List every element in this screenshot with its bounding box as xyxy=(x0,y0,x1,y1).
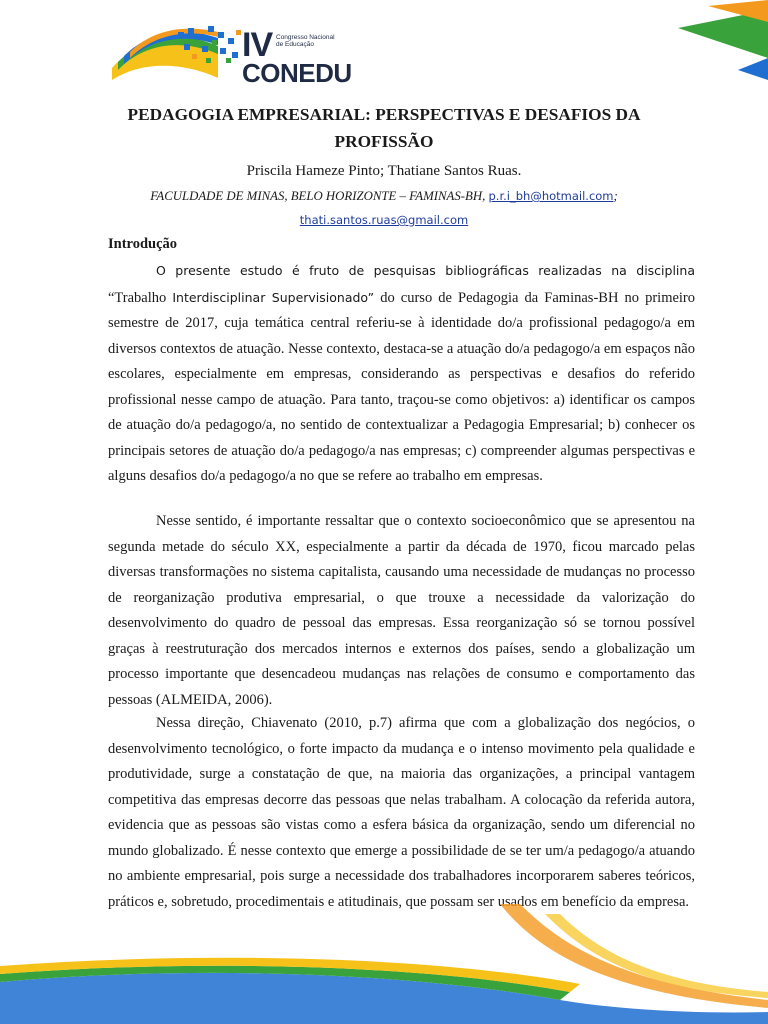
email-separator: ; xyxy=(613,189,618,203)
paragraph-1-course: Interdisciplinar Supervisionado” xyxy=(172,289,375,305)
title-line-2: PROFISSÃO xyxy=(334,132,434,151)
paragraph-2 xyxy=(108,509,695,713)
section-heading: Introdução xyxy=(108,236,178,252)
paragraph-1-start: O presente estudo é fruto de pesquisas bibliográficas realizadas na disciplina xyxy=(156,263,695,278)
email-link-1[interactable]: p.r.i_bh@hotmail.com xyxy=(488,189,614,203)
paragraph-3 xyxy=(108,711,695,915)
paragraph-3-text: Nessa direção, Chiavenato (2010, p.7) afirma que com a globalização dos negócios, o desenvolvimento tecnológico, o forte impacto da mudança e o intenso movimento pela qualidade e produtividade, surge a constatação de que, na maioria das organizações, a principal vantagem competitiva das empresas decorre das pessoas que nelas trabalham. A colocação da referida autora, evidencia que as pessoas são vistas como a esfera básica da organização, sendo um diferencial no mundo globalizado. É nesse contexto que emerge a possibilidade de se ter um/a pedagogo/a atuando no ambiente empresarial, pois surge a necessidade dos trabalhadores incorporarem saberes teóricos, práticos e, sobretudo, procedimentais e atitudinais, que possam ser usados em benefício da empresa. xyxy=(108,715,695,910)
paragraph-1 xyxy=(108,258,695,490)
email-link-2[interactable]: thati.santos.ruas@gmail.com xyxy=(299,213,469,227)
email-line-2 xyxy=(100,210,668,230)
title-line-1: PEDAGOGIA EMPRESARIAL: PERSPECTIVAS E DESAFIOS DA xyxy=(127,105,641,124)
paragraph-1-rest: do curso de Pedagogia da Faminas-BH no primeiro semestre de 2017, cuja temática central referiu-se à identidade do/a profissional pedagogo/a em diversos contextos de atuação. Nesse contexto, destaca-se a atuação do/a pedagogo/a em espaços não escolares, especialmente em empresas, considerando as perspectivas e desafios do referido profissional nesse campo de atuação. Para tanto, traçou-se como objetivos: a) identificar os campos de atuação do/a pedagogo/a, no sentido de contextualizar a Pedagogia Empresarial; b) conhecer os principais setores de atuação do/a pedagogo/a nas empresas; c) compreender algumas perspectivas e alguns desafios do/a pedagogo/a no que se refere ao trabalho em empresas. xyxy=(108,289,696,484)
authors: Priscila Hameze Pinto; Thatiane Santos Ruas. xyxy=(246,163,522,179)
logo-subtitle: Congresso Nacional de Educação xyxy=(276,34,335,48)
paragraph-1-quote: “Trabalho xyxy=(108,289,173,306)
affiliation: FACULDADE DE MINAS, BELO HORIZONTE – FAMINAS-BH, xyxy=(150,189,486,203)
article-title xyxy=(100,101,668,155)
paragraph-2-text: Nesse sentido, é importante ressaltar que o contexto socioeconômico que se apresentou na segunda metade do século XX, especialmente a partir da década de 1970, ficou marcado pelas diversas transformações no sistema capitalista, causando uma necessidade de mudanças no processo de reorganização produtiva empresarial, o que trouxe a necessidade da valorização do desenvolvimento do quadro de pessoal das empresas. Essa reorganização só se tornou possível graças à reestruturação dos mercados internos e externos dos países, sendo a globalização um processo importante que desencadeou mudanças nas relações de consumo e comportamento das pessoas (ALMEIDA, 2006). xyxy=(108,513,695,708)
logo-name: CONEDU xyxy=(242,58,352,88)
conedu-logo-text xyxy=(242,26,352,88)
footer-decoration xyxy=(0,904,768,1024)
logo-roman-numeral: IV xyxy=(242,26,273,64)
affiliation-line xyxy=(90,186,678,206)
corner-decoration xyxy=(678,0,768,90)
